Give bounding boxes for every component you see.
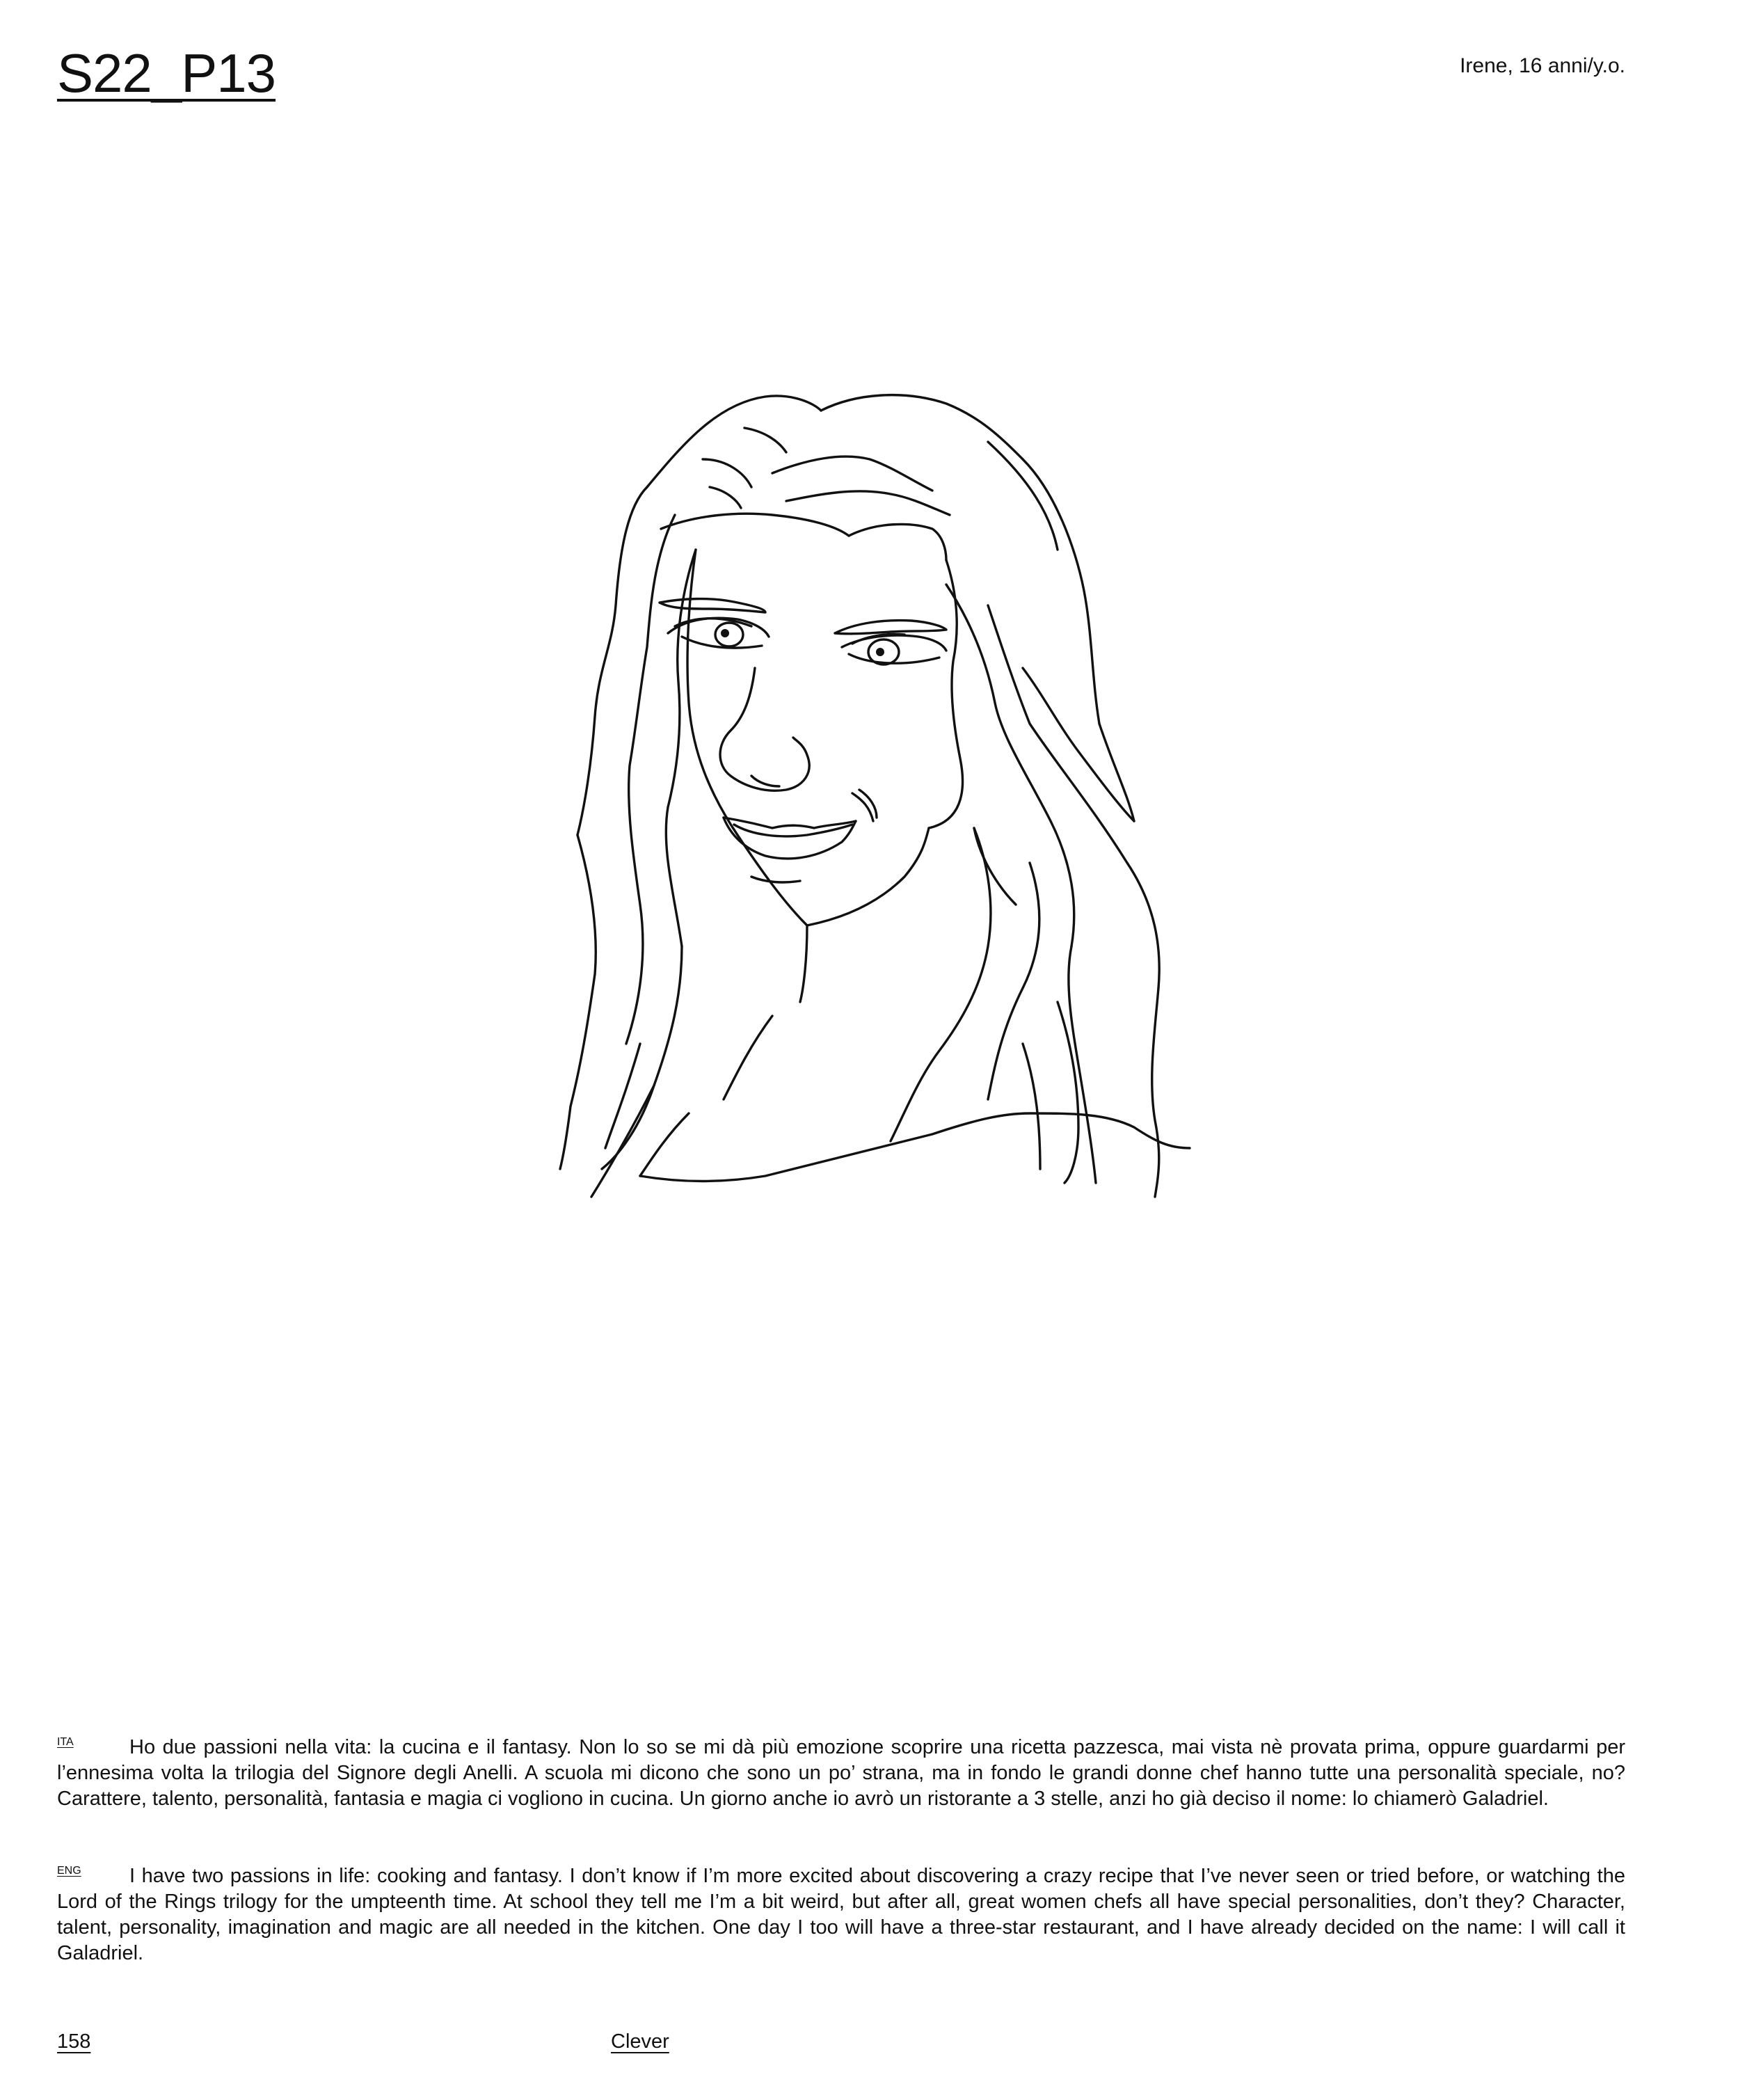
language-label-ita: ITA xyxy=(57,1736,74,1748)
italian-body: Ho due passioni nella vita: la cucina e il fantasy. Non lo so se mi dà più emozione scoprire una ricetta pazzesca, mai vista nè provata prima, oppure guardarmi per l’ennesima volta la trilogia del Signore degli Anelli. A scuola mi dicono che sono un po’ strana, ma in fondo le grandi donne chef hanno tutte una personalità speciale, no? Carattere, talento, personalità, fantasia e magia ci vogliono in cucina. Un giorno anche io avrò un ristorante a 3 stelle, anzi ho già deciso il nome: lo chiamerò Galadriel. xyxy=(57,1736,1625,1810)
portrait-drawing-icon xyxy=(543,376,1197,1294)
language-label-eng: ENG xyxy=(57,1865,81,1877)
code-separator: _ xyxy=(151,42,182,104)
page-number: 158 xyxy=(57,2030,91,2053)
english-paragraph xyxy=(57,1863,1625,1966)
portrait-illustration xyxy=(543,376,1197,1294)
code-page: P13 xyxy=(181,42,276,104)
page-code xyxy=(57,42,276,104)
subject-caption: Irene, 16 anni/y.o. xyxy=(1460,54,1625,77)
english-body: I have two passions in life: cooking and fantasy. I don’t know if I’m more excited about discovering a crazy recipe that I’ve never seen or tried before, or watching the Lord of the Rings trilogy for the umpteenth time. At school they tell me I’m a bit weird, but after all, great women chefs all have special personalities, don’t they? Character, talent, personality, imagination and magic are all needed in the kitchen. One day I too will have a three-star restaurant, and I have already decided on the name: I will call it Galadriel. xyxy=(57,1865,1625,1964)
code-series: S22 xyxy=(57,42,152,104)
section-name: Clever xyxy=(611,2030,669,2053)
left-pupil xyxy=(721,629,729,637)
italian-paragraph xyxy=(57,1735,1625,1812)
right-pupil xyxy=(876,648,884,656)
